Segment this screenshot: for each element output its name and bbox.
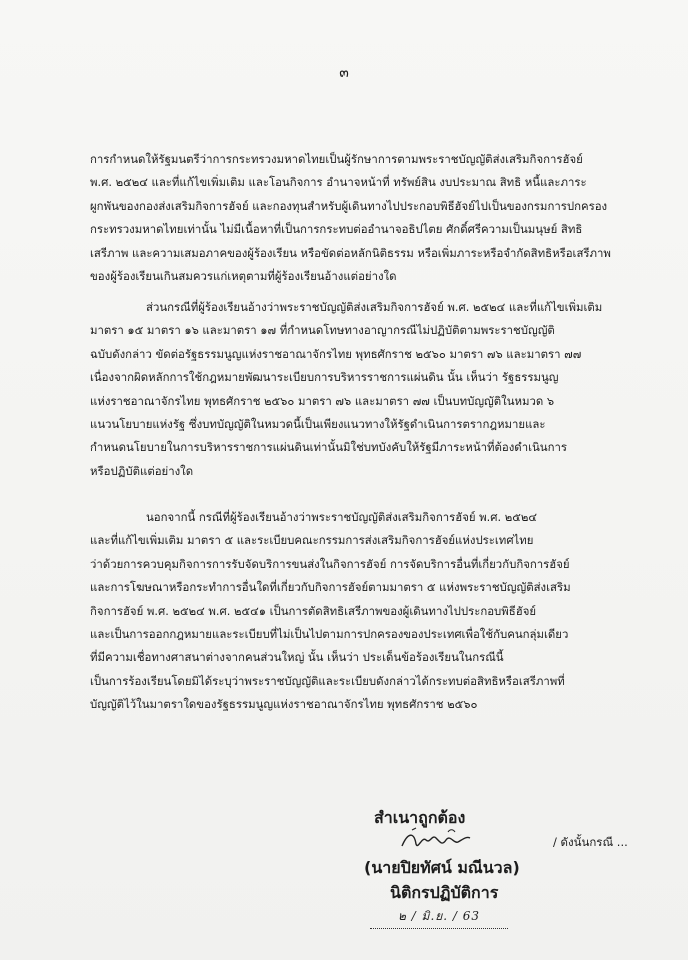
paragraph-line: กำหนดนโยบายในการบริหารราชการแผ่นดินเท่านั้นมิใช่บทบังคับให้รัฐมีภาระหน้าที่ต้องดำเนินการ <box>90 440 567 455</box>
paragraph-line: แนวนโยบายแห่งรัฐ ซึ่งบทบัญญัติในหมวดนี้เป็นเพียงแนวทางให้รัฐดำเนินการตรากฎหมายและ <box>90 416 546 431</box>
paragraph-line: ฉบับดังกล่าว ขัดต่อรัฐธรรมนูญแห่งราชอาณาจักรไทย พุทธศักราช ๒๕๖๐ มาตรา ๗๖ และมาตรา ๗๗ <box>90 346 582 361</box>
paragraph-line: เนื่องจากผิดหลักการใช้กฎหมายพัฒนาระเบียบการบริหารราชการแผ่นดิน นั้น เห็นว่า รัฐธรรมนูญ <box>90 370 559 385</box>
paragraph-line: หรือปฏิบัติแต่อย่างใด <box>90 463 194 478</box>
paragraph-line: ว่าด้วยการควบคุมกิจการการรับจัดบริการขนส่งในกิจการฮัจย์ การจัดบริการอื่นที่เกี่ยวกับกิจการฮัจย์ <box>90 556 570 571</box>
paragraph-line: กิจการฮัจย์ พ.ศ. ๒๕๒๔ พ.ศ. ๒๕๔๑ เป็นการตัดสิทธิเสรีภาพของผู้เดินทางไปประกอบพิธีฮัจย์ <box>90 603 537 618</box>
paragraph-line: มาตรา ๑๕ มาตรา ๑๖ และมาตรา ๑๗ ที่กำหนดโทษทางอาญากรณีไม่ปฏิบัติตามพระราชบัญญัติ <box>90 323 555 338</box>
paragraph-line: และที่แก้ไขเพิ่มเติม มาตรา ๕ และระเบียบคณะกรรมการส่งเสริมกิจการฮัจย์แห่งประเทศไทย <box>90 533 534 548</box>
paragraph-line: เสรีภาพ และความเสมอภาคของผู้ร้องเรียน หรือขัดต่อหลักนิติธรรม หรือเพิ่มภาระหรือจำกัดสิทธิหรือเสรีภาพ <box>90 245 611 260</box>
paragraph-line: ที่มีความเชื่อทางศาสนาต่างจากคนส่วนใหญ่ นั้น เห็นว่า ประเด็นข้อร้องเรียนในกรณีนี้ <box>90 650 504 665</box>
paragraph-line: ของผู้ร้องเรียนเกินสมควรแก่เหตุตามที่ผู้ร้องเรียนอ้างแต่อย่างใด <box>90 268 397 283</box>
handwritten-signature <box>400 826 480 854</box>
paragraph-line: และการโฆษณาหรือกระทำการอื่นใดที่เกี่ยวกับกิจการฮัจย์ตามมาตรา ๕ แห่งพระราชบัญญัติส่งเสริม <box>90 580 571 595</box>
paragraph-line: ผูกพันของกองส่งเสริมกิจการฮัจย์ และกองทุนสำหรับผู้เดินทางไปประกอบพิธีฮัจย์ไปเป็นของกรมการปกครอง <box>90 198 608 213</box>
paragraph-line: นอกจากนี้ กรณีที่ผู้ร้องเรียนอ้างว่าพระราชบัญญัติส่งเสริมกิจการฮัจย์ พ.ศ. ๒๕๒๔ <box>146 510 538 524</box>
signatory-name: (นายปิยทัศน์ มณีนวล) <box>364 858 520 877</box>
paragraph-2 <box>90 296 650 483</box>
page-number: ๓ <box>339 65 349 81</box>
signatory-position: นิติกรปฏิบัติการ <box>390 883 499 902</box>
paragraph-line: บัญญัติไว้ในมาตราใดของรัฐธรรมนูญแห่งราชอาณาจักรไทย พุทธศักราช ๒๕๖๐ <box>90 697 478 712</box>
paragraph-line: เป็นการร้องเรียนโดยมิได้ระบุว่าพระราชบัญญัติและระเบียบดังกล่าวได้กระทบต่อสิทธิหรือเสรีภาพที่ <box>90 673 565 688</box>
certified-copy-label: สำเนาถูกต้อง <box>374 808 466 827</box>
paragraph-3 <box>90 506 650 717</box>
paragraph-line: กระทรวงมหาดไทยเท่านั้น ไม่มีเนื้อหาที่เป็นการกระทบต่ออำนาจอธิปไตย ศักดิ์ศรีความเป็นมนุษย์ สิทธิ <box>90 222 583 237</box>
paragraph-line: พ.ศ. ๒๕๒๔ และที่แก้ไขเพิ่มเติม และโอนกิจการ อำนาจหน้าที่ ทรัพย์สิน งบประมาณ สิทธิ หนี้และภาระ <box>90 175 587 190</box>
paragraph-line: และเป็นการออกกฎหมายและระเบียบที่ไม่เป็นไปตามการปกครองของประเทศเพื่อใช้กับคนกลุ่มเดียว <box>90 626 569 641</box>
continuation-note: / ดังนั้นกรณี ... <box>553 835 628 849</box>
paragraph-line: แห่งราชอาณาจักรไทย พุทธศักราช ๒๕๖๐ มาตรา ๗๖ และมาตรา ๗๗ เป็นบทบัญญัติในหมวด ๖ <box>90 393 555 408</box>
handwritten-date: ๒ / มิ.ย. / 63 <box>370 904 508 929</box>
paragraph-line: การกำหนดให้รัฐมนตรีว่าการกระทรวงมหาดไทยเป็นผู้รักษาการตามพระราชบัญญัติส่งเสริมกิจการฮัจย์ <box>90 152 583 166</box>
paragraph-1 <box>90 148 650 288</box>
paragraph-line: ส่วนกรณีที่ผู้ร้องเรียนอ้างว่าพระราชบัญญัติส่งเสริมกิจการฮัจย์ พ.ศ. ๒๕๒๔ และที่แก้ไขเพิ่มเติม <box>146 300 603 314</box>
